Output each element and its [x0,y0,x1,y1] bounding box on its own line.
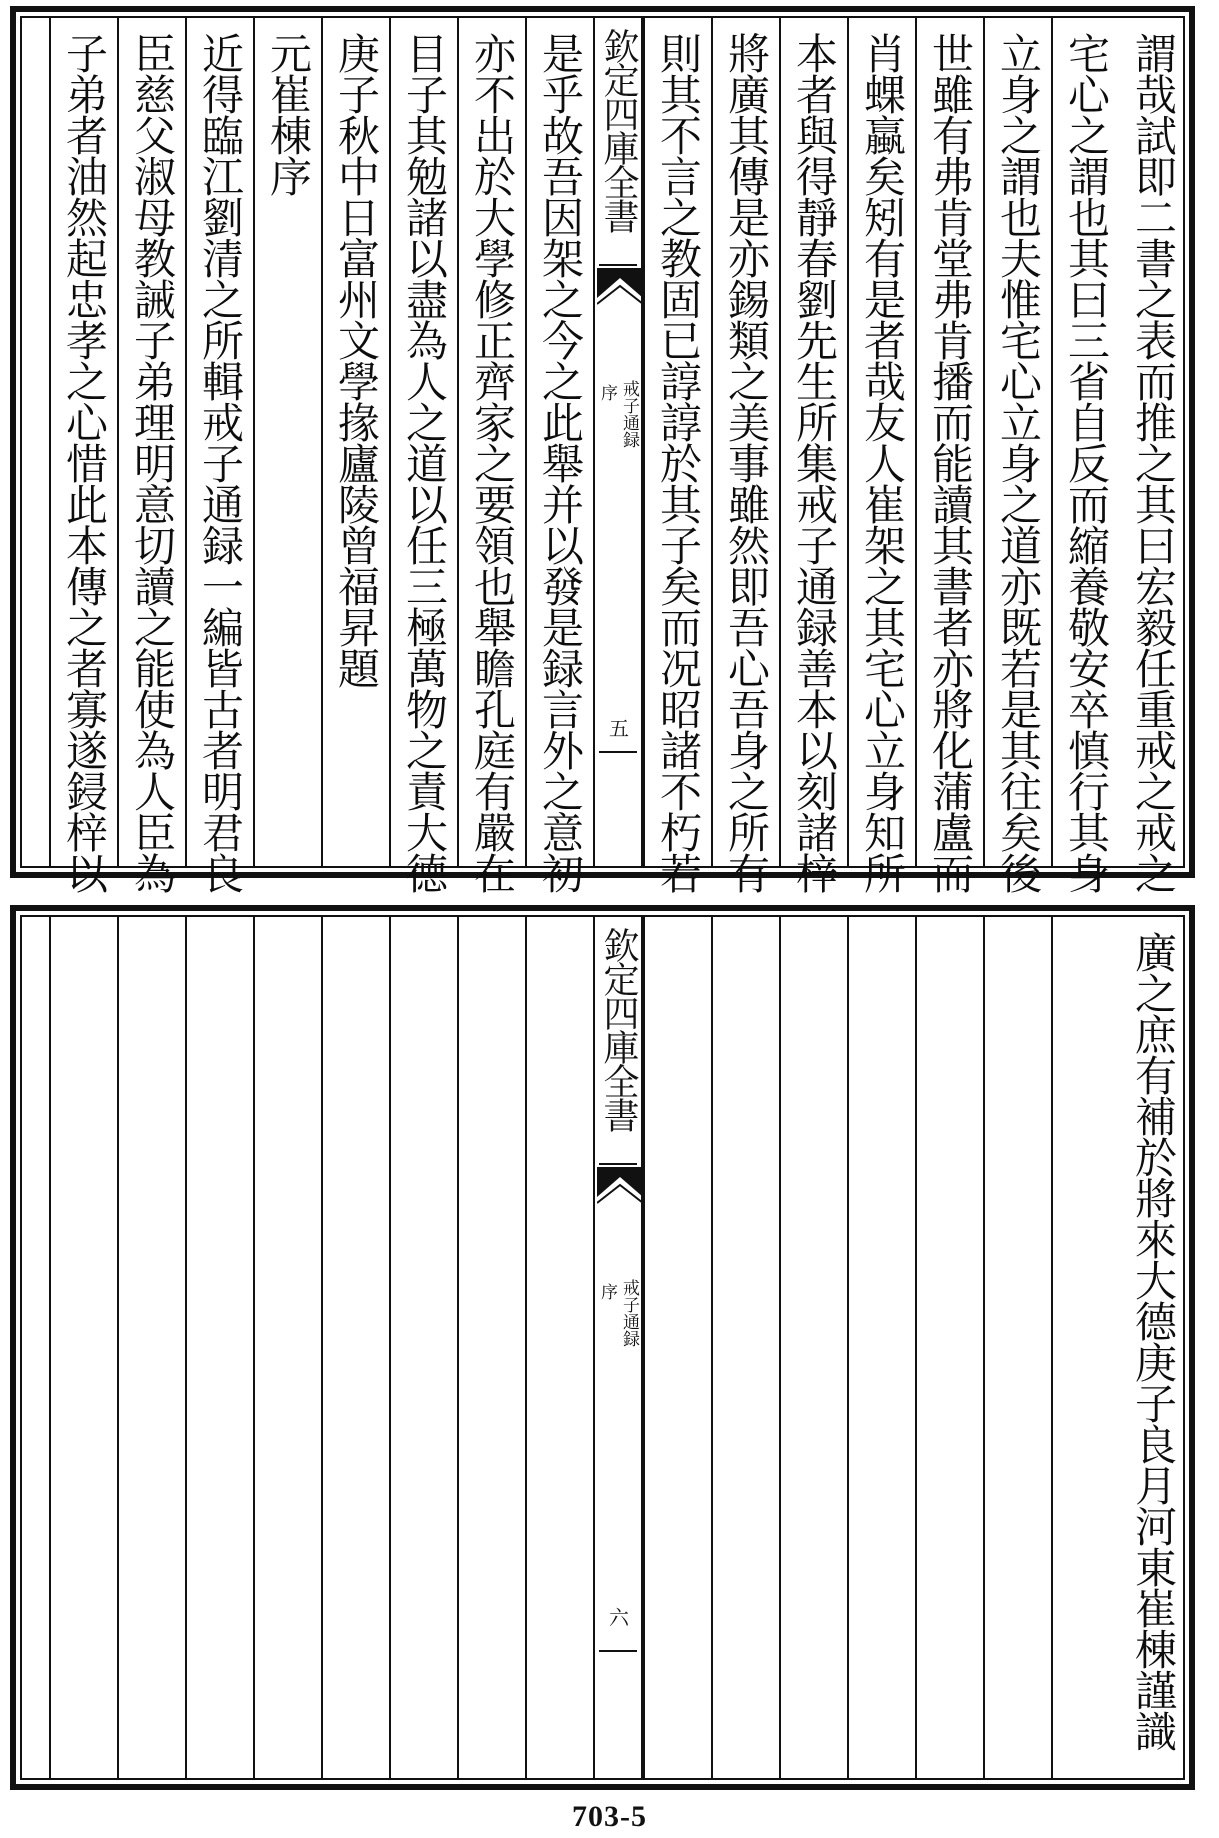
text-column [457,18,525,893]
text-column [525,18,593,893]
text-column [779,18,847,893]
text-column [643,18,711,893]
empty-column [983,917,1051,1778]
text-column [847,18,915,893]
text-column [711,18,779,893]
column-text: 則其不言之教固已諄諄於其子矣而况昭諸不朽若 [654,32,703,893]
book-title: 戒子通録 [619,1279,639,1347]
empty-column [915,917,983,1778]
lower-page-frame [20,915,1185,1780]
book-title: 戒子通録 [619,380,639,448]
fish-tail-mark-icon [597,268,643,308]
text-column [1051,18,1119,893]
band-divider [599,1650,637,1652]
column-text: 將廣其傳是亦錫類之美事雖然即吾心吾身之所有 [722,32,771,893]
text-column [321,18,389,866]
empty-column [1051,917,1119,1778]
band-divider [599,751,637,753]
text-column [49,18,117,893]
column-text: 目子其勉諸以盡為人之道以任三極萬物之責大德 [400,32,449,893]
column-text: 世雖有弗肯堂弗肯播而能讀其書者亦將化蒲盧而 [926,32,975,893]
column-text: 亦不出於大學修正齊家之要領也舉瞻孔庭有嚴在 [468,32,517,893]
empty-column [117,917,185,1778]
column-text: 立身之謂也夫惟宅心立身之道亦既若是其往矣後 [994,32,1043,893]
text-column [253,18,321,866]
upper-page-frame [20,16,1185,893]
empty-column [847,917,915,1778]
empty-column [643,917,711,1778]
text-column [915,18,983,893]
collection-title: 欽定四庫全書 [598,927,639,1131]
column-text: 元崔棟序 [264,32,313,196]
column-text: 臣慈父淑母教誡子弟理明意切讀之能使為人臣為 [128,32,177,893]
column-text: 謂哉試即二書之表而推之其曰宏毅任重戒之戒之 [1129,32,1178,893]
column-text: 近得臨江劉清之所輯戒子通録一編皆古者明君良 [196,32,245,893]
column-text: 廣之庶有補於將來大德庚子良月河東崔棟謹識 [1129,931,1178,1751]
fish-tail-mark-icon [597,1167,643,1207]
section-label: 序 [597,384,617,401]
empty-column [779,917,847,1778]
collection-title: 欽定四庫全書 [598,28,639,232]
empty-column [525,917,593,1778]
empty-column [389,917,457,1778]
text-column [185,18,253,893]
column-text: 子弟者油然起忠孝之心惜此本傳之者寡遂鋟梓以 [60,32,109,893]
upper-page [10,6,1195,893]
text-column [117,18,185,893]
text-column [983,18,1051,893]
lower-page [10,905,1195,1790]
column-text: 本者與得靜春劉先生所集戒子通録善本以刻諸梓 [790,32,839,893]
section-label: 序 [597,1283,617,1300]
empty-column [49,917,117,1778]
page-number: 六 [605,1607,630,1627]
volume-page-label: 703-5 [572,1800,647,1833]
page-number: 五 [605,718,630,738]
text-column [389,18,457,893]
page-center-band [593,18,643,866]
column-text: 肖蜾蠃矣矧有是者哉友人崔架之其宅心立身知所 [858,32,907,893]
empty-column [185,917,253,1778]
band-divider [599,1163,637,1165]
text-column [1119,917,1187,1778]
column-text: 宅心之謂也其曰三省自反而縮養敬安卒慎行其身 [1062,32,1111,893]
band-divider [599,264,637,266]
page-center-band [593,917,643,1778]
column-text: 是乎故吾因架之今之此舉并以發是録言外之意初 [536,32,585,893]
column-text: 庚子秋中日富州文學掾廬陵曾福昇題 [332,32,381,688]
empty-column [321,917,389,1778]
empty-column [457,917,525,1778]
empty-column [253,917,321,1778]
text-column [1119,18,1187,893]
empty-column [711,917,779,1778]
